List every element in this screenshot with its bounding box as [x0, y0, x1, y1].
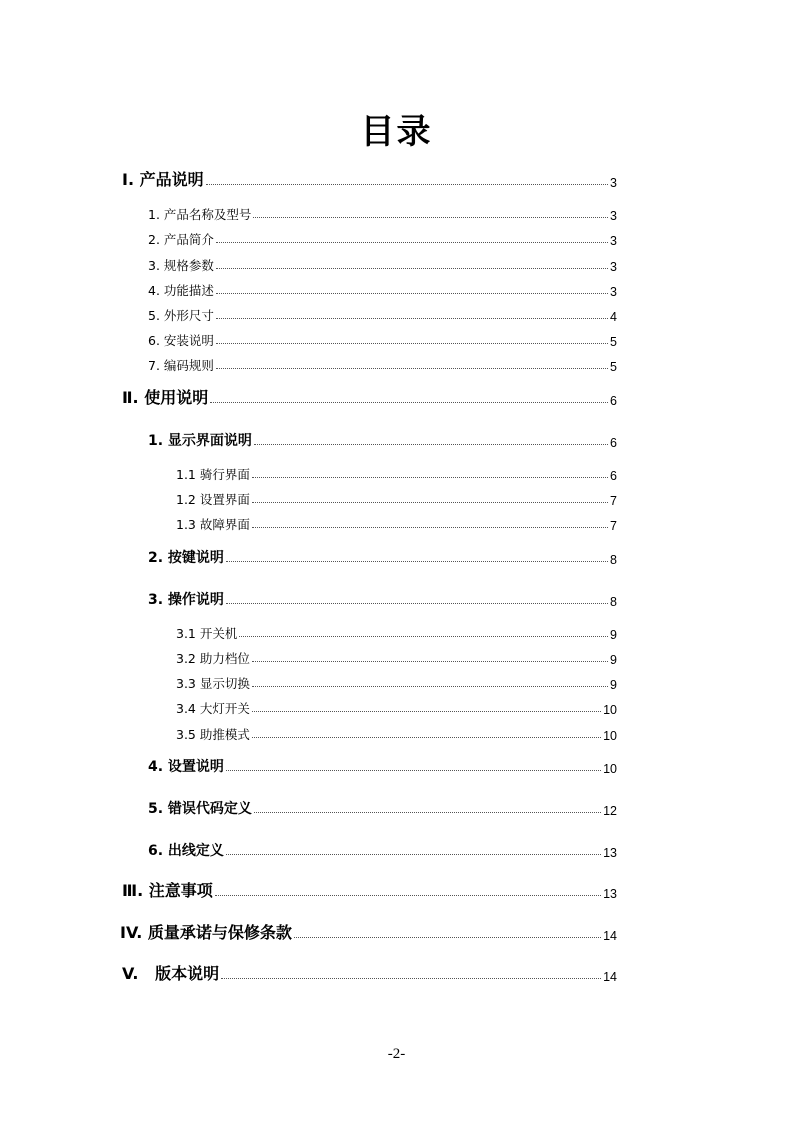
leader-dots: [216, 267, 608, 269]
toc-entry-page: 3: [610, 209, 617, 223]
leader-dots: [294, 936, 601, 938]
toc-entry-label: 6. 安装说明: [148, 333, 214, 348]
toc-entry-label: 2. 按键说明: [148, 550, 224, 566]
leader-dots: [254, 443, 608, 445]
toc-entry[interactable]: [148, 587, 617, 609]
leader-dots: [216, 241, 608, 243]
toc-entry[interactable]: [148, 838, 617, 860]
page-number: -2-: [387, 1046, 406, 1062]
toc-entry-label: 3.5 助推模式: [176, 727, 250, 742]
toc-entry[interactable]: [176, 620, 617, 642]
toc-entry[interactable]: [148, 252, 617, 274]
toc-entry-page: 9: [610, 653, 617, 667]
leader-dots: [253, 216, 608, 218]
toc-entry[interactable]: [120, 921, 617, 943]
leader-dots: [210, 401, 608, 403]
toc-entry-page: 7: [610, 519, 617, 533]
leader-dots: [226, 853, 601, 855]
leader-dots: [221, 977, 601, 979]
toc-entry-page: 6: [610, 394, 617, 408]
toc-entry[interactable]: [122, 168, 617, 190]
toc-entry[interactable]: [176, 486, 617, 508]
toc-entry-page: 10: [603, 762, 617, 776]
toc-entry-label: 1.3 故障界面: [176, 517, 250, 532]
leader-dots: [215, 894, 601, 896]
leader-dots: [252, 526, 608, 528]
leader-dots: [252, 736, 601, 738]
toc-entry[interactable]: [148, 352, 617, 374]
toc-entry[interactable]: [122, 962, 617, 984]
page-title: 目录: [360, 112, 433, 152]
leader-dots: [216, 367, 608, 369]
toc-entry-page: 6: [610, 436, 617, 450]
toc-entry[interactable]: [148, 327, 617, 349]
toc-entry-page: 3: [610, 285, 617, 299]
toc-entry-page: 14: [603, 970, 617, 984]
toc-entry-label: 3.1 开关机: [176, 626, 238, 641]
toc-entry-label: Ⅲ. 注意事项: [122, 881, 213, 900]
toc-entry[interactable]: [148, 277, 617, 299]
toc-entry-page: 3: [610, 234, 617, 248]
toc-entry-label: 5. 外形尺寸: [148, 308, 214, 323]
toc-entry-page: 3: [610, 176, 617, 190]
toc-entry[interactable]: [176, 721, 617, 743]
leader-dots: [252, 501, 608, 503]
toc-entry-page: 4: [610, 310, 617, 324]
leader-dots: [254, 811, 601, 813]
toc-entry-label: 6. 出线定义: [148, 843, 224, 859]
toc-entry-label: 1. 显示界面说明: [148, 433, 252, 449]
toc-entry[interactable]: [148, 226, 617, 248]
leader-dots: [216, 342, 608, 344]
toc-entry[interactable]: [176, 695, 617, 717]
leader-dots: [239, 635, 608, 637]
toc-entry-label: V. 版本说明: [122, 964, 220, 983]
leader-dots: [216, 317, 608, 319]
toc-entry[interactable]: [148, 796, 617, 818]
toc-entry-page: 12: [603, 804, 617, 818]
toc-entry-page: 5: [610, 360, 617, 374]
toc-entry[interactable]: [148, 302, 617, 324]
toc-entry-label: 3. 规格参数: [148, 258, 214, 273]
toc-entry-page: 8: [610, 595, 617, 609]
toc-entry[interactable]: [148, 201, 617, 223]
toc-entry-page: 13: [603, 887, 617, 901]
toc-entry-label: 3.2 助力档位: [176, 651, 250, 666]
toc-entry[interactable]: [176, 645, 617, 667]
toc-entry-page: 10: [603, 729, 617, 743]
toc-entry[interactable]: [148, 545, 617, 567]
toc-entry-label: 3.4 大灯开关: [176, 701, 250, 716]
toc-entry[interactable]: [122, 386, 617, 408]
toc-entry-label: 7. 编码规则: [148, 358, 214, 373]
toc-entry-label: 1.2 设置界面: [176, 492, 250, 507]
toc-entry-label: IV. 质量承诺与保修条款: [120, 923, 292, 942]
toc-entry-page: 6: [610, 469, 617, 483]
toc-entry[interactable]: [148, 428, 617, 450]
toc-entry-label: 3.3 显示切换: [176, 676, 250, 691]
leader-dots: [252, 660, 608, 662]
toc-entry[interactable]: [176, 670, 617, 692]
toc-entry-label: 4. 设置说明: [148, 759, 224, 775]
leader-dots: [226, 769, 601, 771]
toc-entry-label: Ⅱ. 使用说明: [122, 388, 209, 407]
toc-entry-page: 13: [603, 846, 617, 860]
toc-entry-label: 5. 错误代码定义: [148, 801, 252, 817]
toc-entry[interactable]: [176, 511, 617, 533]
toc-entry-page: 14: [603, 929, 617, 943]
toc-entry-page: 9: [610, 628, 617, 642]
toc-entry-label: 3. 操作说明: [148, 592, 224, 608]
leader-dots: [252, 476, 608, 478]
toc-entry-page: 9: [610, 678, 617, 692]
toc-entry-label: 1. 产品名称及型号: [148, 207, 252, 222]
toc-entry-label: 1.1 骑行界面: [176, 467, 250, 482]
leader-dots: [216, 292, 608, 294]
leader-dots: [252, 685, 608, 687]
toc-entry-label: 2. 产品简介: [148, 232, 214, 247]
toc-entry-page: 7: [610, 494, 617, 508]
toc-entry[interactable]: [122, 879, 617, 901]
leader-dots: [206, 183, 608, 185]
toc-entry-label: Ⅰ. 产品说明: [122, 170, 204, 189]
toc-entry-label: 4. 功能描述: [148, 283, 214, 298]
toc-entry-page: 5: [610, 335, 617, 349]
toc-entry-page: 8: [610, 553, 617, 567]
toc-entry[interactable]: [176, 461, 617, 483]
toc-entry-page: 3: [610, 260, 617, 274]
leader-dots: [226, 560, 608, 562]
leader-dots: [252, 710, 601, 712]
leader-dots: [226, 602, 608, 604]
toc-entry[interactable]: [148, 754, 617, 776]
toc-entry-page: 10: [603, 703, 617, 717]
